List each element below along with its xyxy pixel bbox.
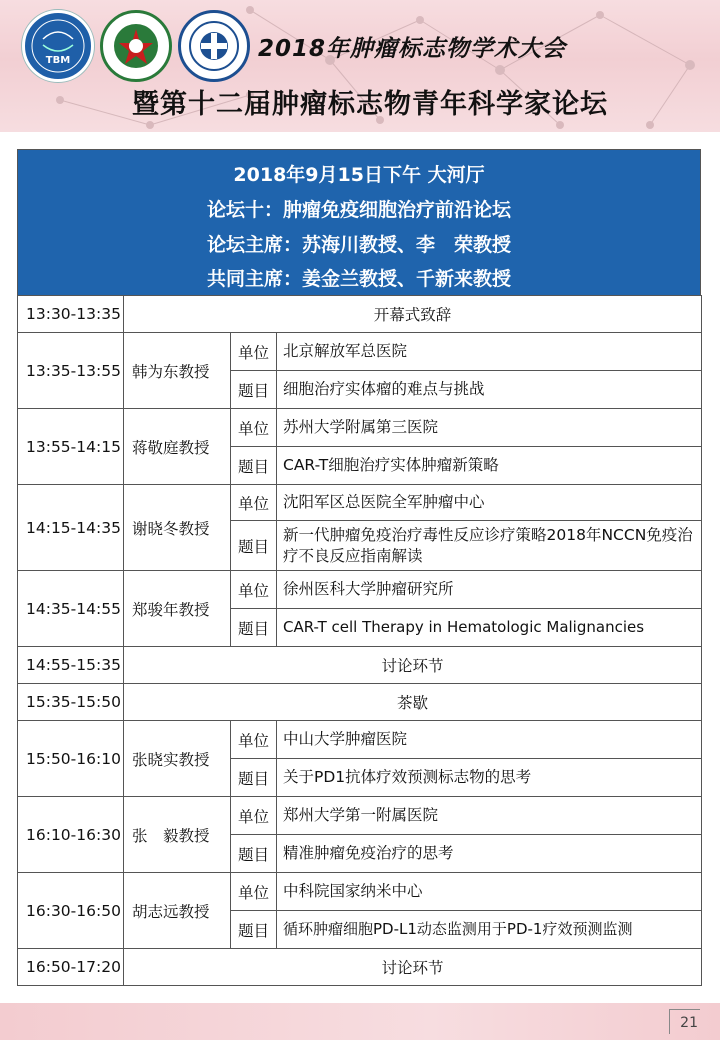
session-chairs: 论坛主席：苏海川教授、李 荣教授 <box>206 234 511 256</box>
topic-label: 题目 <box>231 609 277 647</box>
unit-label: 单位 <box>231 873 277 911</box>
table-row <box>18 296 702 333</box>
unit-value: 中山大学肿瘤医院 <box>277 721 702 759</box>
session-info-panel <box>17 149 701 295</box>
topic-value: CAR-T cell Therapy in Hematologic Malignancies <box>277 609 702 647</box>
table-row <box>18 684 702 721</box>
zhengzhou-university-logo <box>100 10 172 82</box>
topic-label: 题目 <box>231 835 277 873</box>
table-row <box>18 333 702 371</box>
conference-header <box>0 0 720 132</box>
speaker-name: 张晓实教授 <box>124 721 231 797</box>
topic-value: 细胞治疗实体瘤的难点与挑战 <box>277 371 702 409</box>
time-cell: 14:15-14:35 <box>18 485 124 571</box>
topic-value: 循环肿瘤细胞PD-L1动态监测用于PD-1疗效预测监测 <box>277 911 702 949</box>
time-cell: 13:35-13:55 <box>18 333 124 409</box>
unit-label: 单位 <box>231 571 277 609</box>
unit-label: 单位 <box>231 797 277 835</box>
topic-label: 题目 <box>231 911 277 949</box>
page-number: 21 <box>680 1015 698 1031</box>
time-cell: 15:35-15:50 <box>18 684 124 721</box>
table-row <box>18 409 702 447</box>
topic-label: 题目 <box>231 371 277 409</box>
table-row <box>18 647 702 684</box>
topic-value: 新一代肿瘤免疫治疗毒性反应诊疗策略2018年NCCN免疫治疗不良反应指南解读 <box>277 521 702 571</box>
tea-break: 茶歇 <box>124 684 702 721</box>
topic-label: 题目 <box>231 521 277 571</box>
speaker-name: 谢晓冬教授 <box>124 485 231 571</box>
topic-value: CAR-T细胞治疗实体肿瘤新策略 <box>277 447 702 485</box>
session-forum-title: 论坛十：肿瘤免疫细胞治疗前沿论坛 <box>206 199 511 221</box>
unit-label: 单位 <box>231 721 277 759</box>
table-row <box>18 949 702 986</box>
conference-title: 2018年肿瘤标志物学术大会 <box>258 36 567 62</box>
time-cell: 14:35-14:55 <box>18 571 124 647</box>
time-cell: 16:10-16:30 <box>18 797 124 873</box>
unit-value: 郑州大学第一附属医院 <box>277 797 702 835</box>
speaker-name: 胡志远教授 <box>124 873 231 949</box>
schedule-table <box>17 295 702 986</box>
time-cell: 16:50-17:20 <box>18 949 124 986</box>
unit-value: 沈阳军区总医院全军肿瘤中心 <box>277 485 702 521</box>
table-row <box>18 571 702 609</box>
unit-label: 单位 <box>231 333 277 371</box>
unit-label: 单位 <box>231 485 277 521</box>
unit-value: 苏州大学附属第三医院 <box>277 409 702 447</box>
discussion-session: 讨论环节 <box>124 647 702 684</box>
session-datetime: 2018年9月15日下午 大河厅 <box>233 164 485 186</box>
topic-value: 关于PD1抗体疗效预测标志物的思考 <box>277 759 702 797</box>
svg-text:TBM: TBM <box>45 55 71 66</box>
time-cell: 13:30-13:35 <box>18 296 124 333</box>
topic-label: 题目 <box>231 447 277 485</box>
table-row <box>18 485 702 521</box>
discussion-session: 讨论环节 <box>124 949 702 986</box>
speaker-name: 张 毅教授 <box>124 797 231 873</box>
topic-label: 题目 <box>231 759 277 797</box>
table-row <box>18 797 702 835</box>
unit-value: 北京解放军总医院 <box>277 333 702 371</box>
topic-value: 精准肿瘤免疫治疗的思考 <box>277 835 702 873</box>
unit-value: 中科院国家纳米中心 <box>277 873 702 911</box>
speaker-name: 蒋敬庭教授 <box>124 409 231 485</box>
tbm-logo <box>22 10 94 82</box>
time-cell: 13:55-14:15 <box>18 409 124 485</box>
speaker-name: 郑骏年教授 <box>124 571 231 647</box>
time-cell: 16:30-16:50 <box>18 873 124 949</box>
time-cell: 15:50-16:10 <box>18 721 124 797</box>
unit-value: 徐州医科大学肿瘤研究所 <box>277 571 702 609</box>
table-row <box>18 721 702 759</box>
page-footer <box>0 1003 720 1040</box>
speaker-name: 韩为东教授 <box>124 333 231 409</box>
time-cell: 14:55-15:35 <box>18 647 124 684</box>
session-co-chairs: 共同主席：姜金兰教授、千新来教授 <box>206 268 511 290</box>
china-anti-cancer-association-logo <box>178 10 250 82</box>
unit-label: 单位 <box>231 409 277 447</box>
table-row <box>18 873 702 911</box>
opening-remarks: 开幕式致辞 <box>124 296 702 333</box>
conference-subtitle: 暨第十二届肿瘤标志物青年科学家论坛 <box>132 89 608 120</box>
